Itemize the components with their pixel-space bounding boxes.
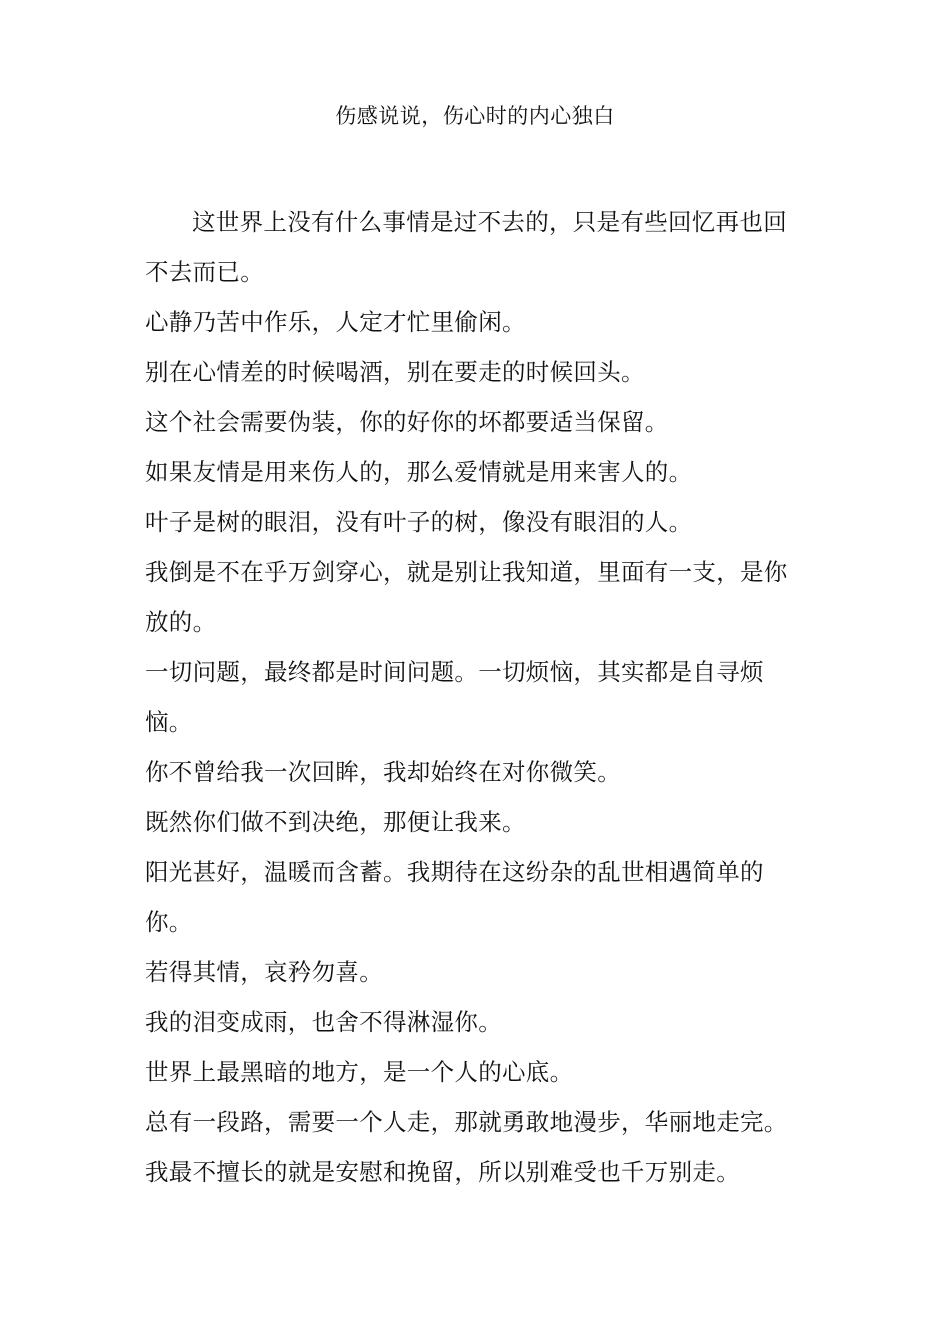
paragraph: 我倒是不在乎万剑穿心，就是别让我知道，里面有一支，是你放的。	[145, 558, 788, 636]
paragraph: 我最不擅长的就是安慰和挽留，所以别难受也千万别走。	[145, 1158, 740, 1186]
paragraph: 如果友情是用来伤人的，那么爱情就是用来害人的。	[145, 458, 693, 486]
paragraph: 我的泪变成雨，也舍不得淋湿你。	[145, 1008, 502, 1036]
paragraph: 叶子是树的眼泪，没有叶子的树，像没有眼泪的人。	[145, 508, 693, 536]
paragraph: 世界上最黑暗的地方，是一个人的心底。	[145, 1058, 574, 1086]
document-body	[145, 197, 810, 1197]
paragraph: 阳光甚好，温暖而含蓄。我期待在这纷杂的乱世相遇简单的你。	[145, 858, 764, 936]
paragraph: 既然你们做不到决绝，那便让我来。	[145, 808, 526, 836]
paragraph: 这个社会需要伪装，你的好你的坏都要适当保留。	[145, 408, 669, 436]
document-title: 伤感说说，伤心时的内心独白	[335, 104, 615, 128]
paragraph: 一切问题，最终都是时间问题。一切烦恼，其实都是自寻烦恼。	[145, 658, 764, 736]
paragraph: 别在心情差的时候喝酒，别在要走的时候回头。	[145, 358, 645, 386]
paragraph: 心静乃苦中作乐，人定才忙里偷闲。	[145, 308, 526, 336]
paragraph: 你不曾给我一次回眸，我却始终在对你微笑。	[145, 758, 621, 786]
paragraph: 若得其情，哀矜勿喜。	[145, 958, 383, 986]
paragraph: 总有一段路，需要一个人走，那就勇敢地漫步，华丽地走完。	[145, 1108, 788, 1136]
paragraph: 这世界上没有什么事情是过不去的，只是有些回忆再也回不去而已。	[145, 208, 787, 286]
